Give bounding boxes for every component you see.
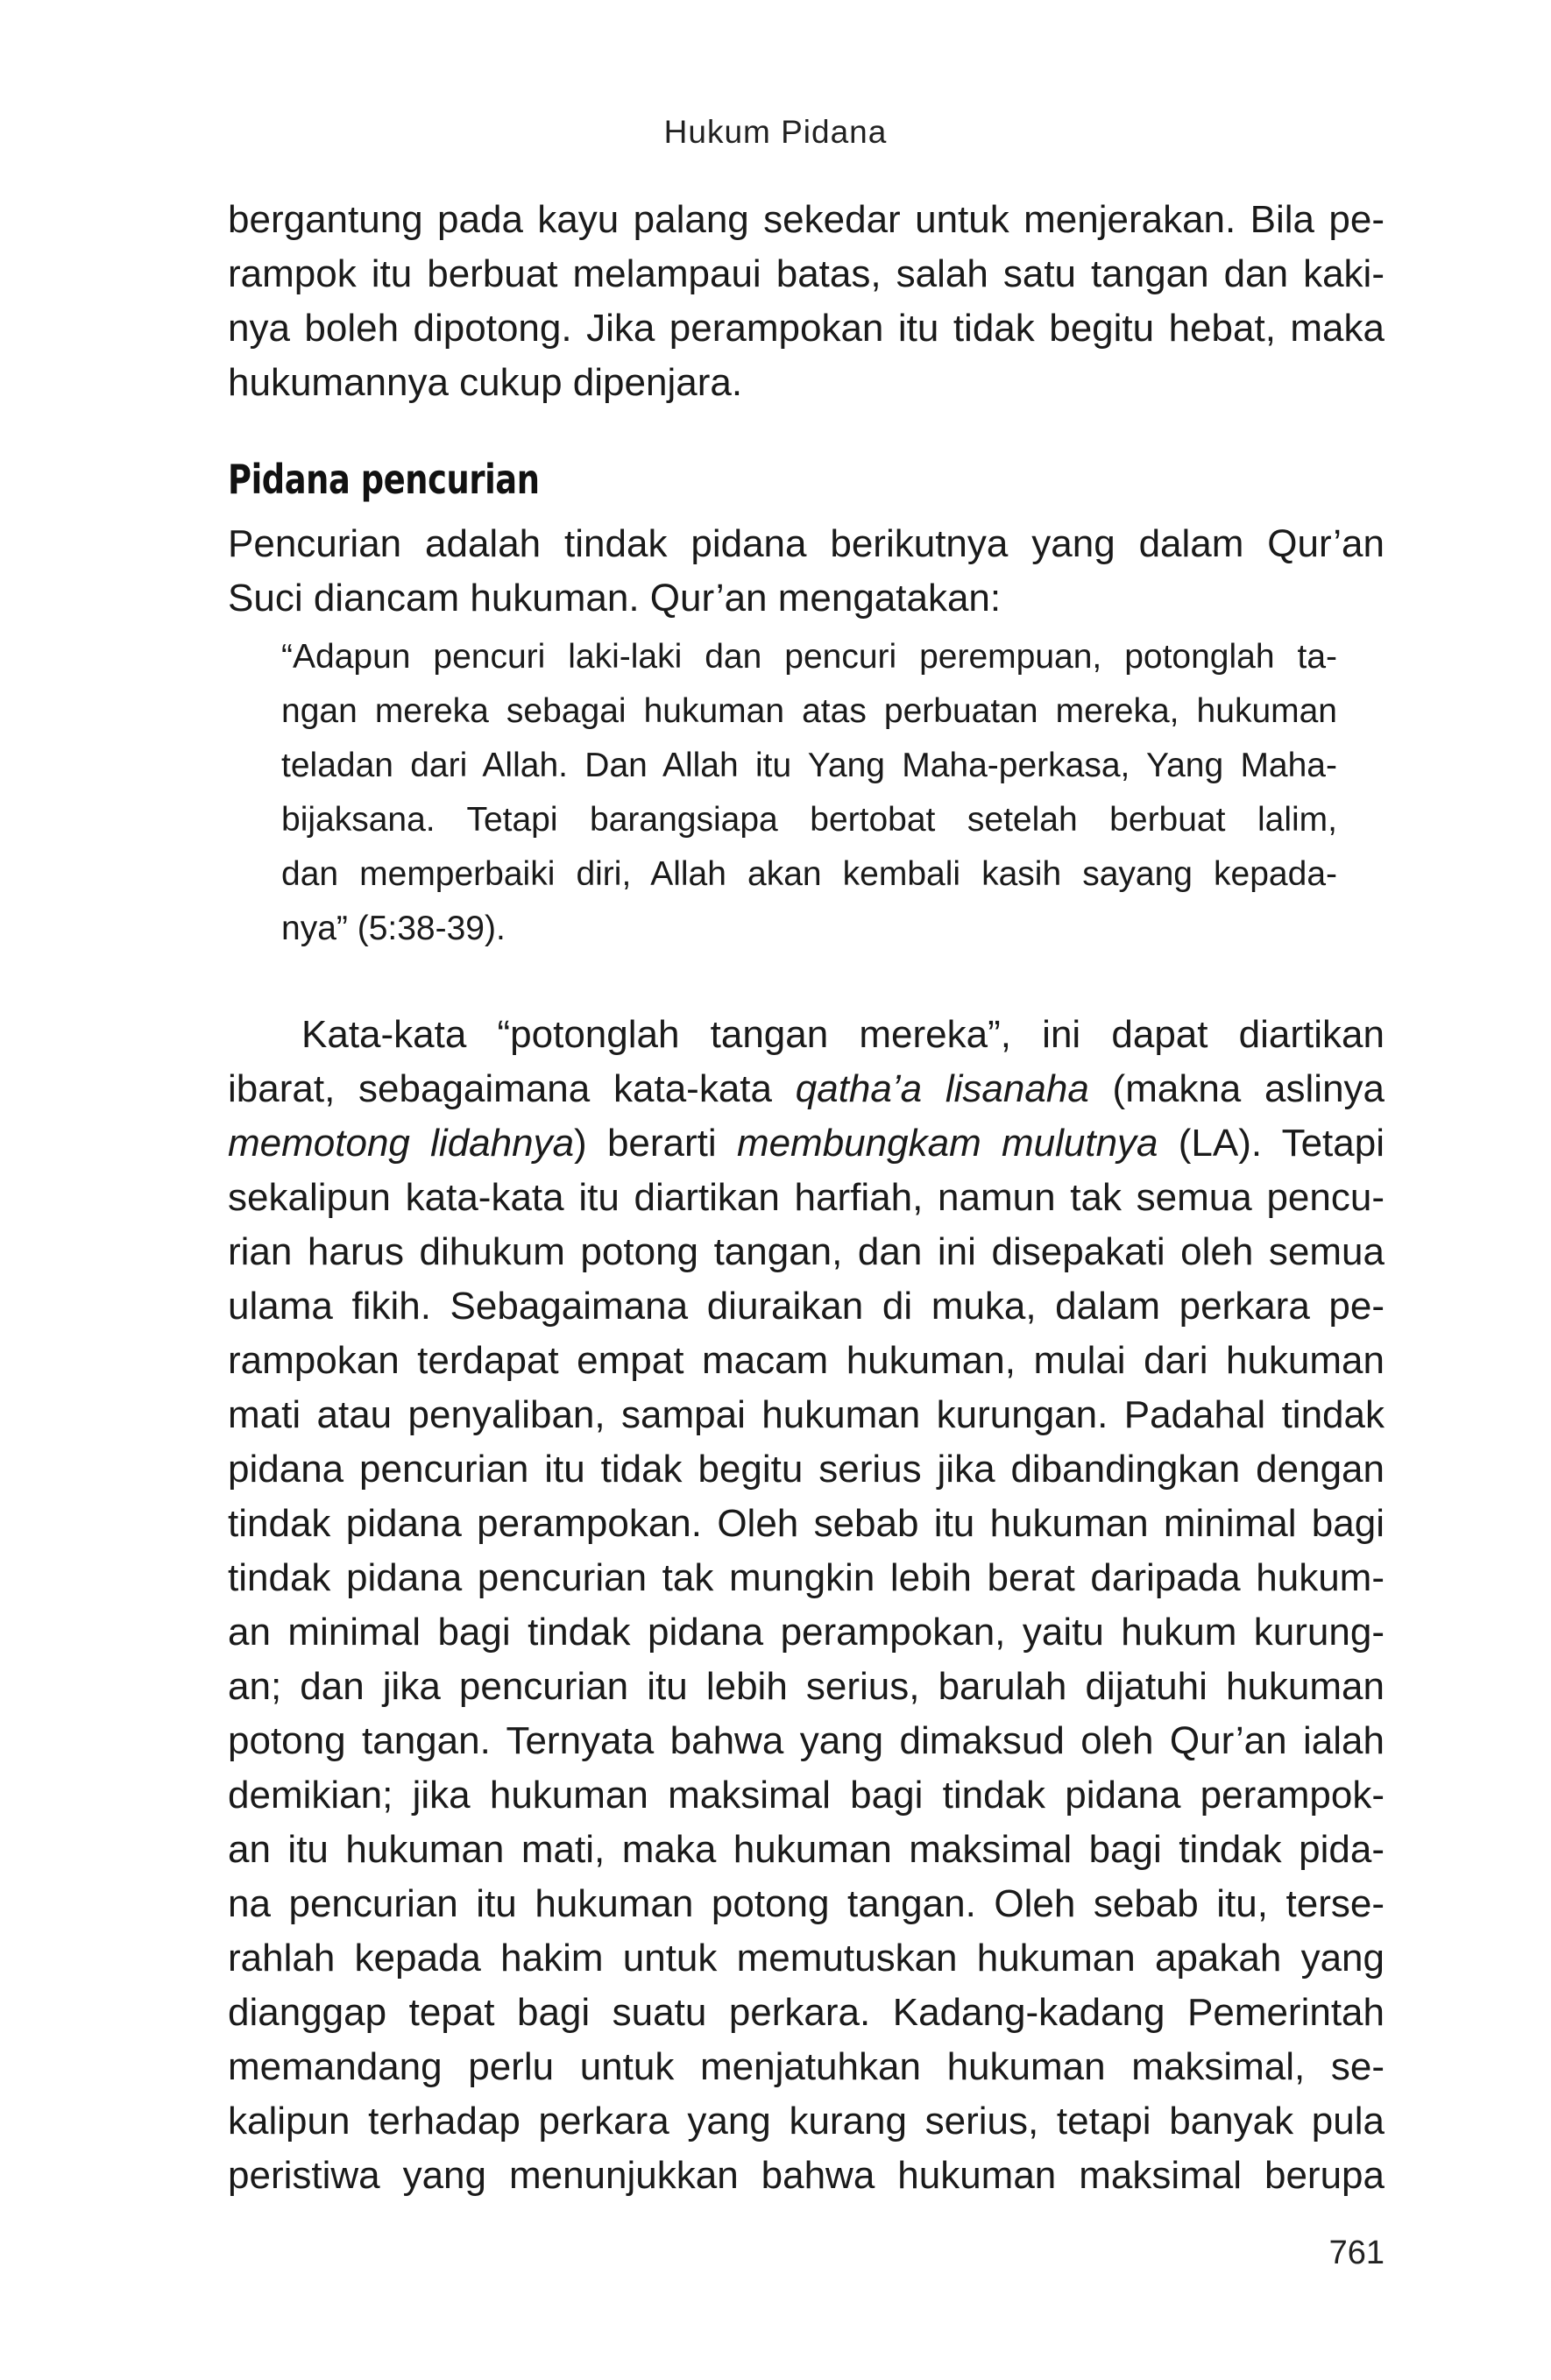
paragraph-line: ibarat, sebagaimana kata-kata qatha’a lisanaha (makna aslinya	[228, 1067, 1385, 1110]
paragraph-line: kalipun terhadap perkara yang kurang serius, tetapi banyak pula	[228, 2100, 1385, 2143]
quote-line: “Adapun pencuri laki-laki dan pencuri perempuan, potonglah ta-	[281, 638, 1337, 676]
paragraph-line: rian harus dihukum potong tangan, dan ini disepakati oleh semua	[228, 1230, 1385, 1273]
intro-line: rampok itu berbuat melampaui batas, salah satu tangan dan kaki-	[228, 252, 1385, 295]
quote-line: ngan mereka sebagai hukuman atas perbuatan mereka, hukuman	[281, 692, 1337, 730]
paragraph-line: mati atau penyaliban, sampai hukuman kurungan. Padahal tindak	[228, 1393, 1385, 1436]
paragraph-line: rahlah kepada hakim untuk memutuskan hukuman apakah yang	[228, 1937, 1385, 1980]
quote-line: dan memperbaiki diri, Allah akan kembali kasih sayang kepada-	[281, 855, 1337, 893]
paragraph-line: Kata-kata “potonglah tangan mereka”, ini dapat diartikan	[301, 1013, 1385, 1056]
lead-line: Suci diancam hukuman. Qur’an mengatakan:	[228, 577, 1002, 620]
intro-line: nya boleh dipotong. Jika perampokan itu tidak begitu hebat, maka	[228, 307, 1385, 350]
quote-line: bijaksana. Tetapi barangsiapa bertobat setelah berbuat lalim,	[281, 801, 1337, 839]
paragraph-line: tindak pidana pencurian tak mungkin lebih berat daripada hukum-	[228, 1556, 1385, 1599]
paragraph-line: memotong lidahnya) berarti membungkam mulutnya (LA). Tetapi	[228, 1122, 1385, 1165]
page-number: 761	[1328, 2235, 1385, 2271]
paragraph-line: ulama fikih. Sebagaimana diuraikan di muka, dalam perkara pe-	[228, 1285, 1385, 1328]
intro-line: hukumannya cukup dipenjara.	[228, 361, 743, 404]
paragraph-line: memandang perlu untuk menjatuhkan hukuman maksimal, se-	[228, 2045, 1385, 2088]
paragraph-line: an minimal bagi tindak pidana perampokan, yaitu hukum kurung-	[228, 1611, 1385, 1654]
italic-term: memotong lidahnya	[228, 1122, 575, 1165]
paragraph-line: na pencurian itu hukuman potong tangan. Oleh sebab itu, terse-	[228, 1882, 1385, 1925]
paragraph-line: potong tangan. Ternyata bahwa yang dimaksud oleh Qur’an ialah	[228, 1719, 1385, 1762]
paragraph-line: rampokan terdapat empat macam hukuman, mulai dari hukuman	[228, 1339, 1385, 1382]
italic-term: membungkam mulutnya	[736, 1122, 1158, 1165]
intro-line: bergantung pada kayu palang sekedar untuk menjerakan. Bila pe-	[228, 198, 1385, 241]
italic-term: qatha’a lisanaha	[795, 1067, 1089, 1110]
quote-line: teladan dari Allah. Dan Allah itu Yang Maha-perkasa, Yang Maha-	[281, 747, 1337, 784]
paragraph-line: peristiwa yang menunjukkan bahwa hukuman maksimal berupa	[228, 2154, 1385, 2197]
paragraph-line: an itu hukuman mati, maka hukuman maksimal bagi tindak pida-	[228, 1828, 1385, 1871]
paragraph-line: sekalipun kata-kata itu diartikan harfiah, namun tak semua pencu-	[228, 1176, 1385, 1219]
paragraph-line: dianggap tepat bagi suatu perkara. Kadang-kadang Pemerintah	[228, 1991, 1385, 2034]
paragraph-line: an; dan jika pencurian itu lebih serius, barulah dijatuhi hukuman	[228, 1665, 1385, 1708]
paragraph-line: tindak pidana perampokan. Oleh sebab itu hukuman minimal bagi	[228, 1502, 1385, 1545]
section-heading: Pidana pencurian	[228, 456, 540, 503]
lead-line: Pencurian adalah tindak pidana berikutnya yang dalam Qur’an	[228, 522, 1385, 565]
paragraph-line: pidana pencurian itu tidak begitu serius jika dibandingkan dengan	[228, 1448, 1385, 1491]
quote-line: nya” (5:38-39).	[281, 910, 506, 947]
paragraph-line: demikian; jika hukuman maksimal bagi tindak pidana perampok-	[228, 1774, 1385, 1817]
running-head: Hukum Pidana	[663, 114, 888, 150]
